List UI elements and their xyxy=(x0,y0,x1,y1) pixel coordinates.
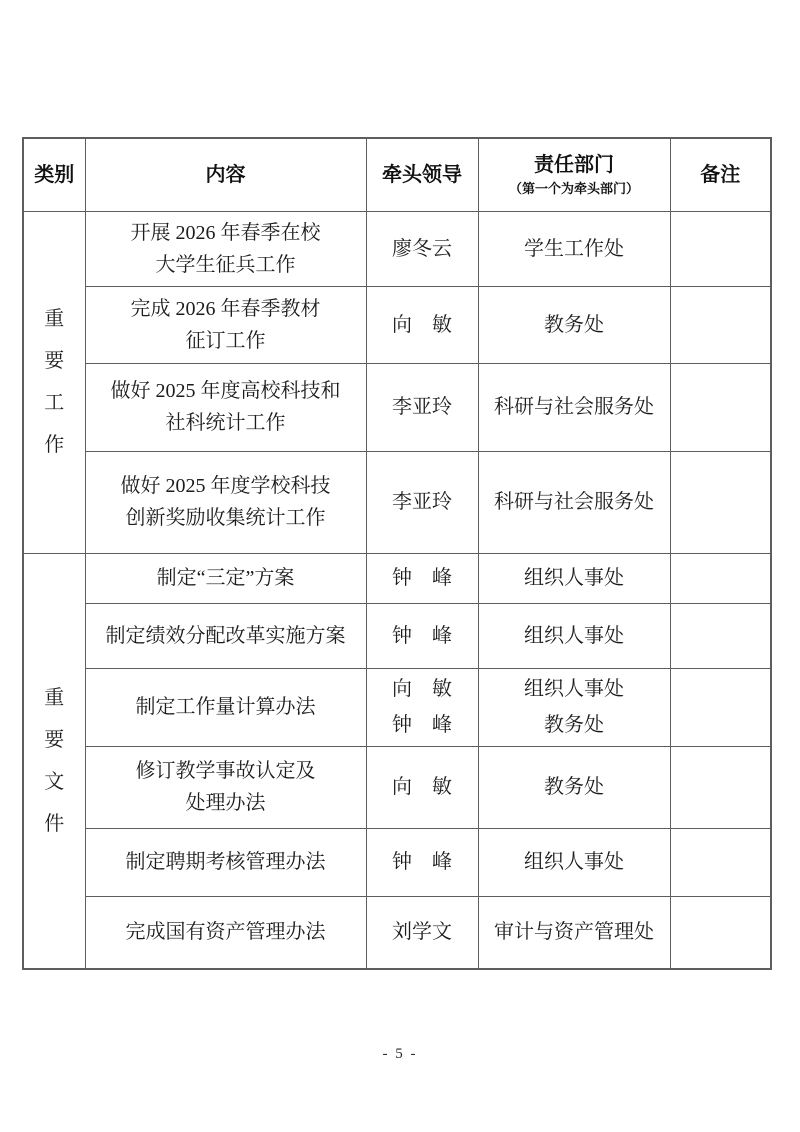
dept-cell: 组织人事处 xyxy=(478,603,670,668)
category-cell-important-work xyxy=(23,211,85,553)
table-row xyxy=(23,603,771,668)
dept-cell: 组织人事处 xyxy=(478,553,670,603)
content-cell: 制定“三定”方案 xyxy=(85,553,366,603)
leader-cell: 向 敏 xyxy=(366,286,478,363)
dept-cell: 教务处 xyxy=(478,286,670,363)
dept-cell: 组织人事处 xyxy=(478,828,670,896)
content-cell: 做好 2025 年度高校科技和 社科统计工作 xyxy=(85,363,366,451)
dept-cell: 审计与资产管理处 xyxy=(478,896,670,969)
leader-cell: 钟 峰 xyxy=(366,553,478,603)
table-header-row xyxy=(23,138,771,211)
header-dept xyxy=(478,138,670,211)
category-vertical-label: 重 要 工 作 xyxy=(44,308,65,456)
dept-cell: 组织人事处 教务处 xyxy=(478,668,670,746)
category-vertical-label: 重 要 文 件 xyxy=(44,686,65,835)
table-row xyxy=(23,896,771,969)
header-leader: 牵头领导 xyxy=(366,138,478,211)
dept-cell: 科研与社会服务处 xyxy=(478,363,670,451)
table-row xyxy=(23,286,771,363)
content-cell: 开展 2026 年春季在校 大学生征兵工作 xyxy=(85,211,366,286)
dept-cell: 学生工作处 xyxy=(478,211,670,286)
remark-cell xyxy=(670,211,771,286)
content-cell: 制定工作量计算办法 xyxy=(85,668,366,746)
leader-cell: 向 敏 钟 峰 xyxy=(366,668,478,746)
table-row xyxy=(23,553,771,603)
remark-cell xyxy=(670,828,771,896)
table-row xyxy=(23,668,771,746)
dept-cell: 教务处 xyxy=(478,746,670,828)
table-row xyxy=(23,363,771,451)
header-remark: 备注 xyxy=(670,138,771,211)
remark-cell xyxy=(670,668,771,746)
content-cell: 完成 2026 年春季教材 征订工作 xyxy=(85,286,366,363)
remark-cell xyxy=(670,553,771,603)
page-number: - 5 - xyxy=(382,1046,418,1062)
remark-cell xyxy=(670,896,771,969)
leader-cell: 向 敏 xyxy=(366,746,478,828)
content-cell: 修订教学事故认定及 处理办法 xyxy=(85,746,366,828)
table-row xyxy=(23,828,771,896)
remark-cell xyxy=(670,451,771,553)
leader-cell: 李亚玲 xyxy=(366,363,478,451)
header-dept-note: （第一个为牵头部门） xyxy=(508,180,639,196)
content-cell: 制定聘期考核管理办法 xyxy=(85,828,366,896)
content-cell: 制定绩效分配改革实施方案 xyxy=(85,603,366,668)
remark-cell xyxy=(670,746,771,828)
table-row xyxy=(23,451,771,553)
leader-cell: 廖冬云 xyxy=(366,211,478,286)
header-content: 内容 xyxy=(85,138,366,211)
leader-cell: 李亚玲 xyxy=(366,451,478,553)
table-row xyxy=(23,746,771,828)
leader-cell: 钟 峰 xyxy=(366,828,478,896)
leader-cell: 刘学文 xyxy=(366,896,478,969)
remark-cell xyxy=(670,363,771,451)
category-cell-important-documents xyxy=(23,553,85,969)
content-cell: 做好 2025 年度学校科技 创新奖励收集统计工作 xyxy=(85,451,366,553)
remark-cell xyxy=(670,286,771,363)
dept-cell: 科研与社会服务处 xyxy=(478,451,670,553)
table-row xyxy=(23,211,771,286)
work-plan-table xyxy=(22,137,772,970)
content-cell: 完成国有资产管理办法 xyxy=(85,896,366,969)
leader-cell: 钟 峰 xyxy=(366,603,478,668)
remark-cell xyxy=(670,603,771,668)
header-category: 类别 xyxy=(23,138,85,211)
header-dept-title: 责任部门 xyxy=(534,153,614,176)
